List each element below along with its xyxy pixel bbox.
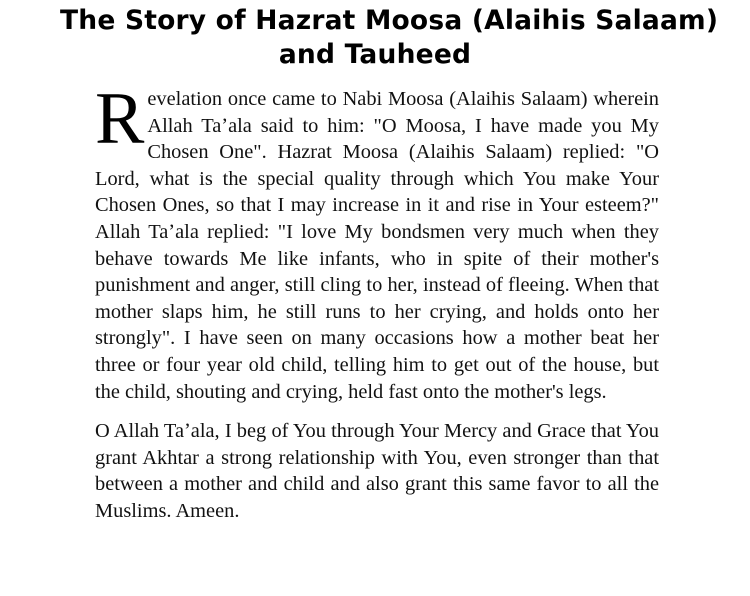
page-title-line-2: and Tauheed [278,39,472,70]
body-text [95,78,659,525]
paragraph-1: Revelation once came to Nabi Moosa (Alaihis Salaam) wherein Allah Taʼala said to him: "O Moosa, I have made you My Chosen One". Hazrat Moosa (Alaihis Salaam) replied: "O Lord, what is the special quality through which You make Your Chosen Ones, so that I may increase in it and rise in Your esteem?" Allah Taʼala replied: "I love My bondsmen very much when they behave towards Me like infants, who in spite of their mother's punishment and anger, still cling to her, instead of fleeing. When that mother slaps him, he still runs to her crying, and holds onto her strongly". I have seen on many occasions how a mother beat her three or four year old child, telling him to get out of the house, but the child, shouting and crying, held fast onto the mother's legs. [95,78,659,403]
paragraph-2: O Allah Taʼala, I beg of You through Your Mercy and Grace that You grant Akhtar a strong relationship with You, even stronger than that between a mother and child and also grant this same favor to all the Muslims. Ameen. [95,420,659,522]
page-title-line-1: The Story of Hazrat Moosa (Alaihis Salaam) [60,5,719,36]
page-title [60,4,719,72]
